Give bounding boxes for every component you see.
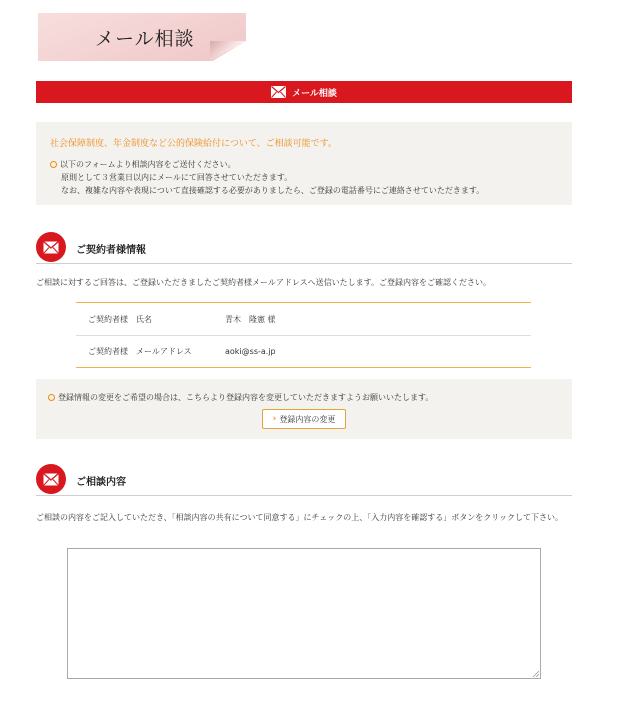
mail-icon — [43, 473, 59, 486]
banner-label: メール相談 — [292, 88, 337, 99]
contract-description: ご相談に対するご回答は、ご登録いただきましたご契約者様メールアドレスへ送信いたします。ご登録内容をご確認ください。 — [36, 278, 491, 287]
mail-consult-banner — [36, 81, 572, 103]
circle-bullet-icon — [50, 161, 57, 168]
change-button-label: 登録内容の変更 — [279, 414, 336, 424]
page-title: メール相談 — [95, 28, 195, 50]
change-note-text: 登録情報の変更をご希望の場合は、こちらより登録内容を変更していただきますようお願いいたします。 — [58, 393, 434, 402]
mail-circle-icon — [36, 232, 66, 262]
mail-icon — [271, 86, 286, 98]
circle-bullet-icon — [48, 394, 55, 401]
chevron-right-icon: › — [272, 414, 277, 424]
contract-info-table — [76, 302, 531, 368]
intro-line-text: 以下のフォームより相談内容をご送付ください。 — [60, 160, 236, 169]
row-label: ご契約者様 氏名 — [88, 314, 152, 324]
change-registration-button[interactable] — [262, 409, 346, 429]
consult-section-title: ご相談内容 — [76, 477, 126, 488]
contract-section-header — [36, 232, 572, 264]
change-note — [48, 391, 572, 404]
change-registration-box — [36, 379, 572, 439]
mail-circle-icon — [36, 464, 66, 494]
row-label: ご契約者様 メールアドレス — [88, 347, 192, 356]
intro-line: なお、複雑な内容や表現について直接確認する必要がありましたら、ご登録の電話番号にご連絡させていただきます。 — [61, 186, 485, 195]
contract-section-title: ご契約者様情報 — [76, 245, 146, 256]
mail-icon — [43, 241, 59, 254]
consult-description: ご相談の内容をご記入していただき、「相談内容の共有について同意する」にチェックの上、「入力内容を確認する」ボタンをクリックして下さい。 — [36, 513, 563, 522]
row-value: 青木 隆憲 様 — [225, 314, 276, 324]
table-row — [76, 303, 531, 335]
intro-line: 原則として３営業日以内にメールにて回答させていただきます。 — [61, 173, 293, 182]
intro-title: 社会保障制度、年金制度など公的保険給付について、ご相談可能です。 — [50, 139, 337, 149]
consult-section-header — [36, 464, 572, 496]
row-value: aoki@ss-a.jp — [225, 347, 276, 356]
table-row — [76, 335, 531, 367]
consultation-textarea[interactable] — [67, 548, 541, 679]
resize-grip-icon[interactable] — [532, 670, 540, 678]
intro-info-box — [36, 122, 572, 205]
intro-line — [50, 158, 558, 171]
